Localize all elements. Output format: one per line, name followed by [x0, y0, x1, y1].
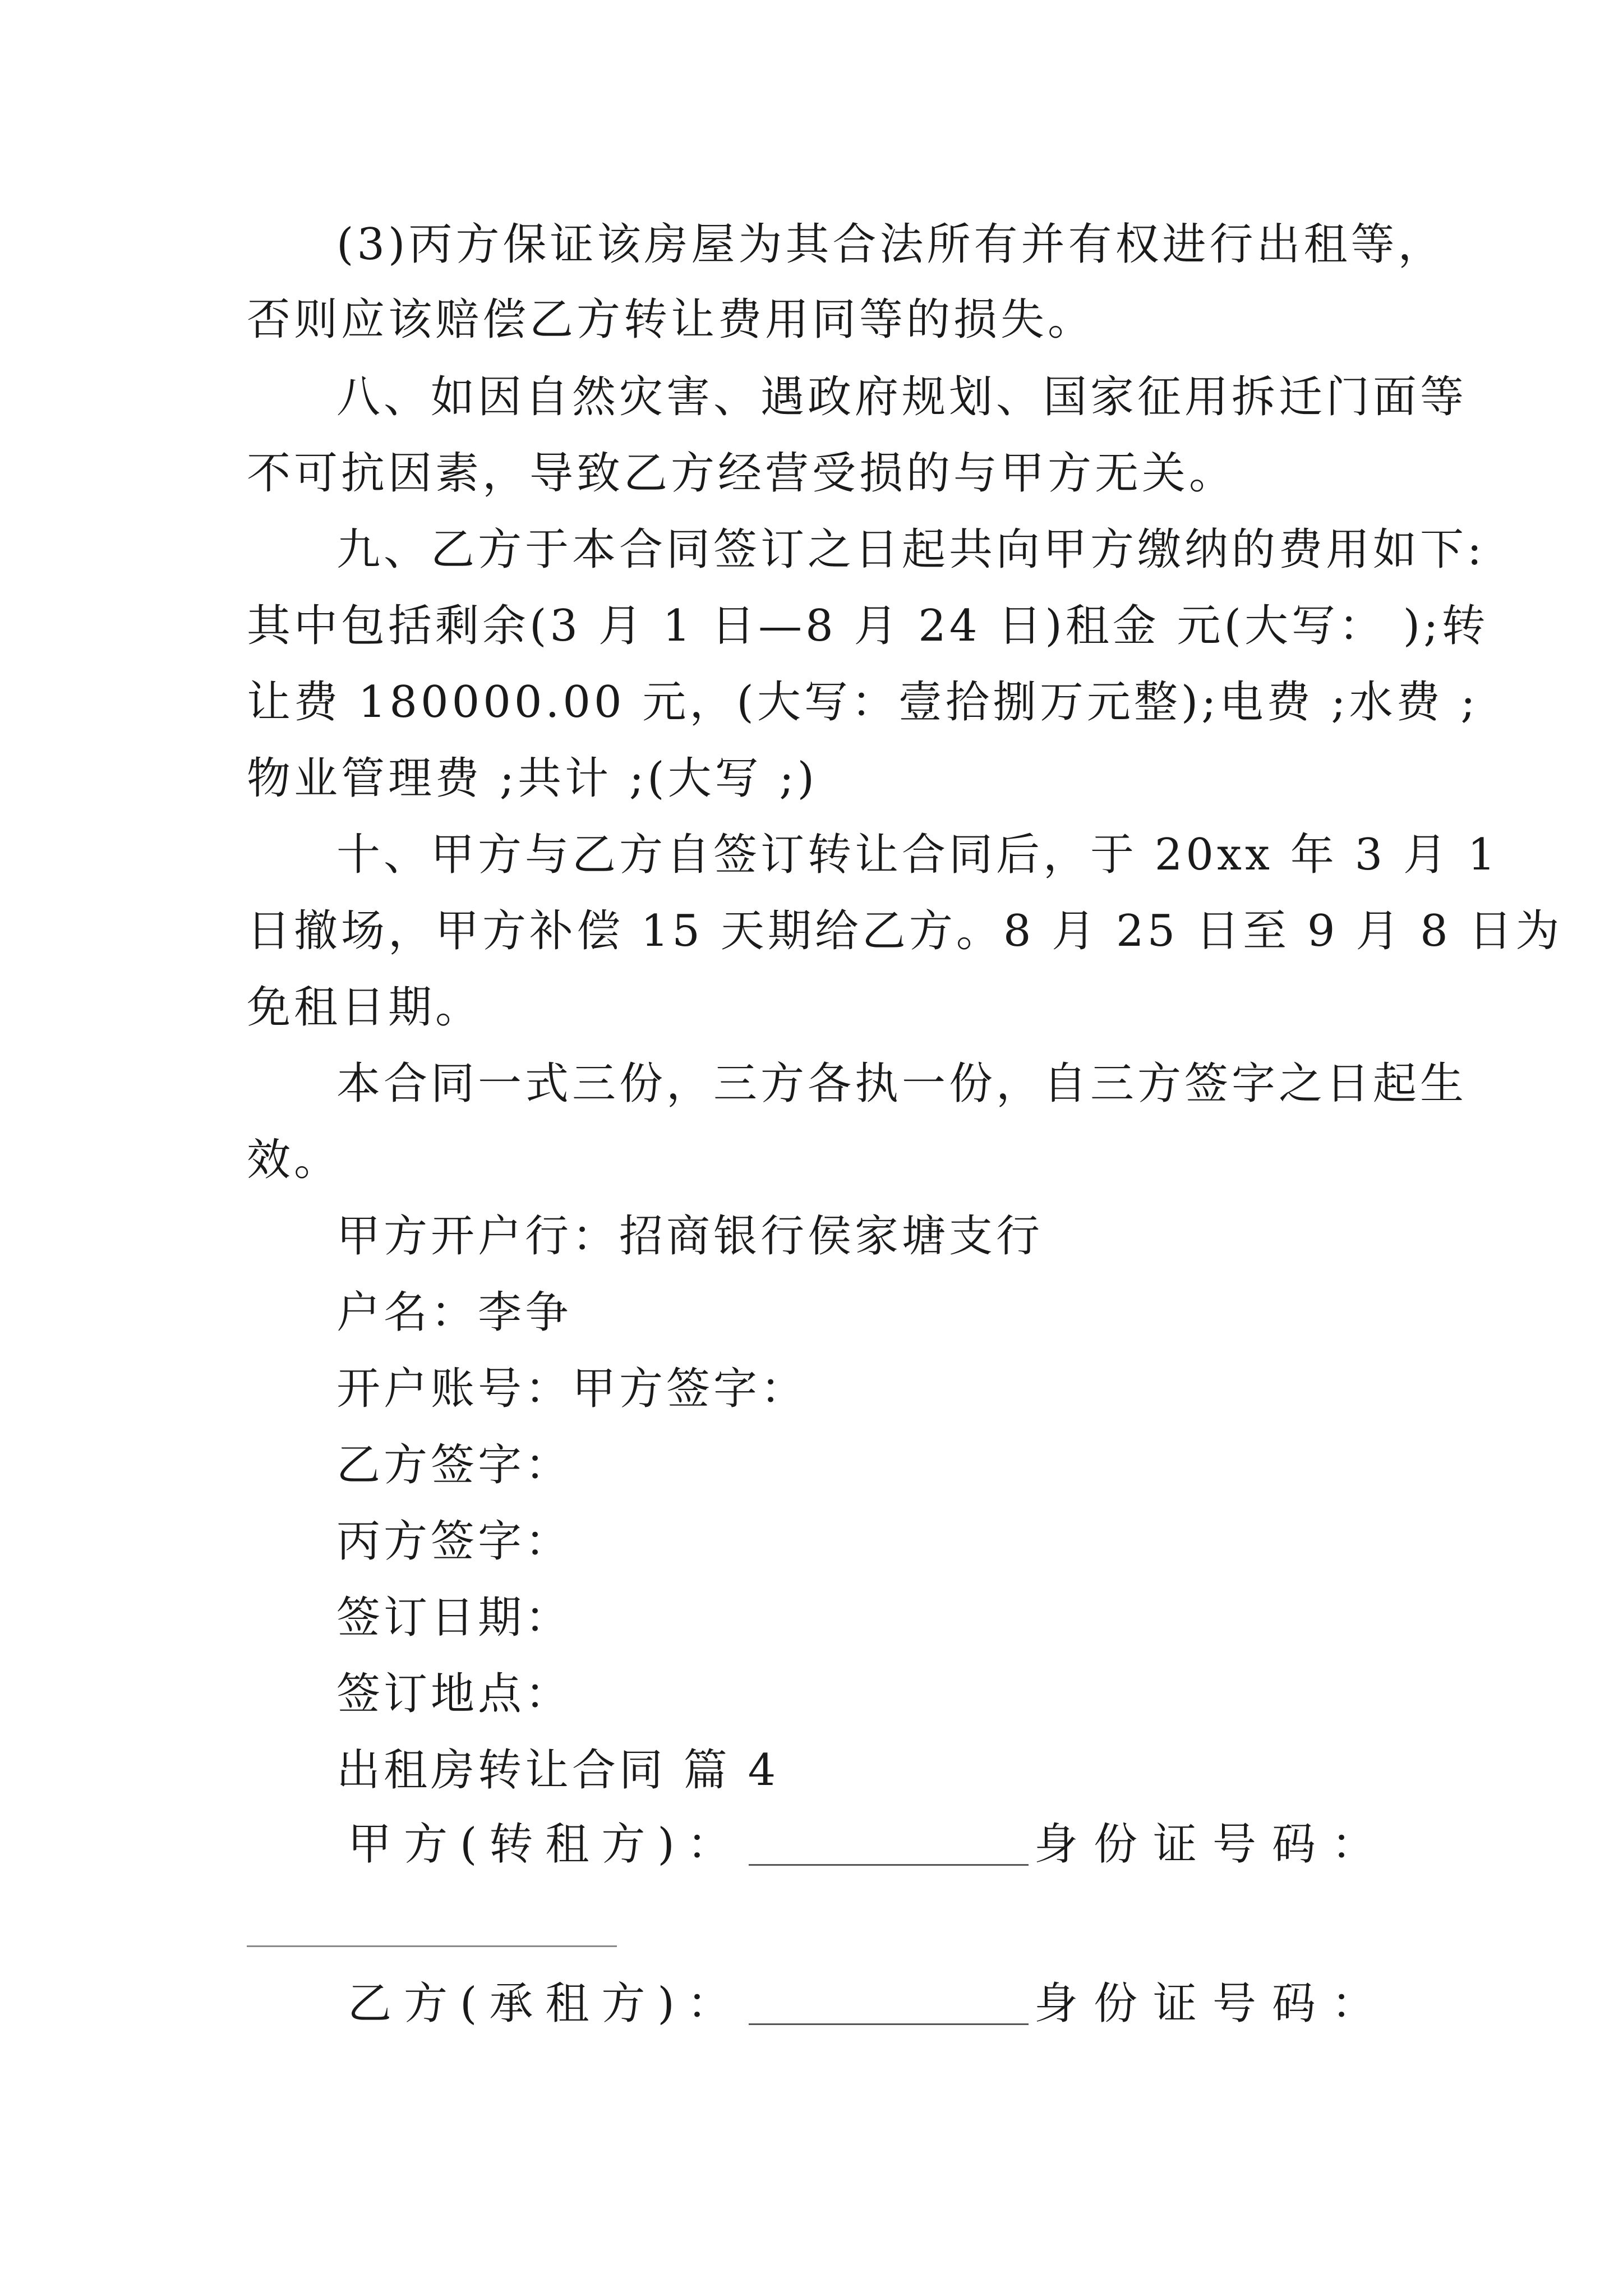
clause-9-line-4: 物业管理费 ;共计 ;(大写 ;)	[247, 753, 818, 804]
party-b-label: 乙方(承租方)：	[348, 1978, 743, 2029]
party-c-signature-field: 丙方签字：	[336, 1516, 573, 1567]
party-b-signature-row	[348, 1977, 1391, 2031]
account-name-field: 户名：李争	[336, 1287, 573, 1338]
account-number-field: 开户账号：甲方签字：	[336, 1364, 808, 1414]
clause-9-line-2: 其中包括剩余(3 月 1 日—8 月 24 日)租金 元(大写： );转	[247, 601, 1489, 651]
clause-10-line-1: 十、甲方与乙方自签订转让合同后，于 20xx 年 3 月 1	[336, 830, 1499, 880]
party-b-name-blank	[749, 1984, 1029, 2025]
party-b-id-label: 身份证号码：	[1034, 1978, 1391, 2029]
party-a-label: 甲方(转租方)：	[348, 1819, 743, 1870]
party-a-id-blank	[247, 1945, 617, 1947]
clause-10-line-2: 日撤场，甲方补偿 15 天期给乙方。8 月 25 日至 9 月 8 日为	[247, 906, 1563, 956]
sign-place-field: 签订地点：	[336, 1669, 573, 1719]
clause-8-line-1: 八、如因自然灾害、遇政府规划、国家征用拆迁门面等	[336, 372, 1468, 422]
clause-3-line-1: (3)丙方保证该房屋为其合法所有并有权进行出租等，	[336, 219, 1445, 270]
clause-8-line-2: 不可抗因素，导致乙方经营受损的与甲方无关。	[247, 448, 1237, 499]
clause-10-line-3: 免租日期。	[247, 982, 483, 1033]
party-a-signature-row	[348, 1818, 1391, 1871]
clause-9-line-1: 九、乙方于本合同签订之日起共向甲方缴纳的费用如下:	[336, 524, 1486, 575]
sign-date-field: 签订日期：	[336, 1593, 573, 1643]
party-a-name-blank	[749, 1825, 1029, 1866]
party-b-signature-field: 乙方签字：	[336, 1440, 573, 1490]
copies-clause-line-1: 本合同一式三份，三方各执一份，自三方签字之日起生	[336, 1059, 1468, 1109]
copies-clause-line-2: 效。	[247, 1135, 342, 1185]
party-a-id-label: 身份证号码：	[1034, 1819, 1391, 1870]
clause-9-line-3: 让费 180000.00 元，(大写：壹拾捌万元整);电费 ;水费 ;	[247, 677, 1479, 728]
section-title: 出租房转让合同 篇 4	[336, 1745, 780, 1796]
clause-3-line-2: 否则应该赔偿乙方转让费用同等的损失。	[247, 295, 1095, 345]
bank-field: 甲方开户行：招商银行侯家塘支行	[336, 1211, 1044, 1262]
